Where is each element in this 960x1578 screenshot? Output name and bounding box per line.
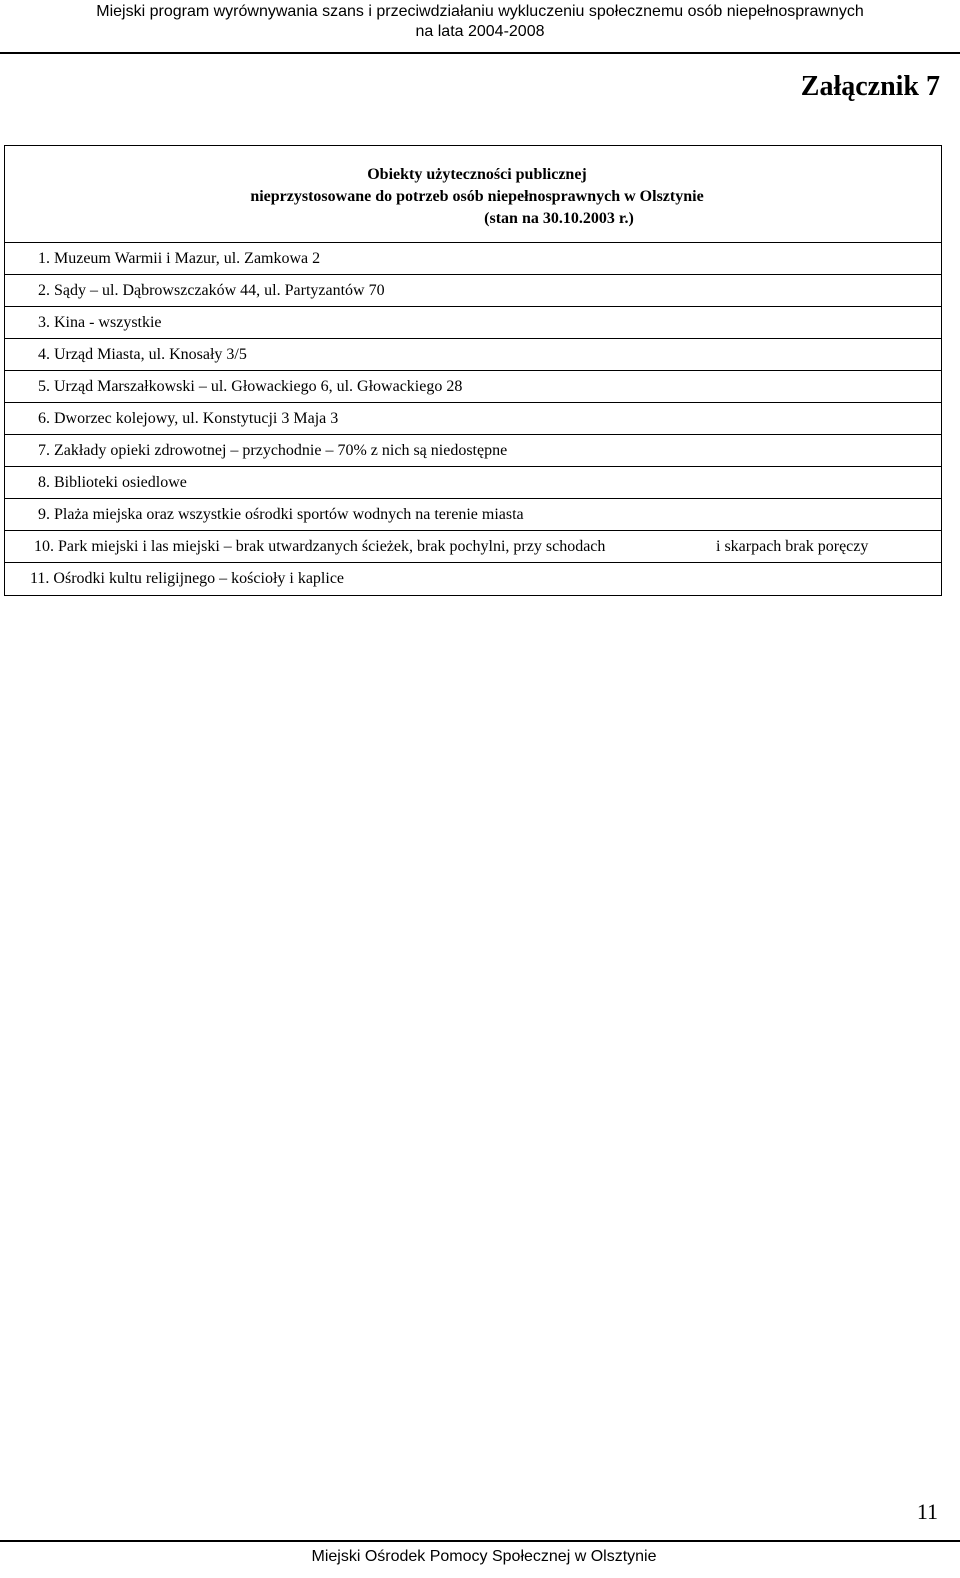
row-text: 7. Zakłady opieki zdrowotnej – przychodnie – 70% z nich są niedostępne (38, 442, 508, 459)
table-heading-line-2: nieprzystosowane do potrzeb osób niepełnosprawnych w Olsztynie (250, 188, 704, 205)
header-program-title: Miejski program wyrównywania szans i przeciwdziałaniu wykluczeniu społecznemu osób niepełnosprawnych (96, 3, 864, 20)
row-text: 11. Ośrodki kultu religijnego – kościoły i kaplice (30, 570, 345, 587)
row-text: 3. Kina - wszystkie (38, 314, 162, 331)
table-row (5, 307, 941, 339)
table-row (5, 371, 941, 403)
table-heading (5, 146, 941, 243)
table-heading-line-1: Obiekty użyteczności publicznej (367, 166, 587, 183)
row-text: 1. Muzeum Warmii i Mazur, ul. Zamkowa 2 (38, 250, 321, 267)
table-row (5, 275, 941, 307)
page-header (0, 0, 960, 54)
row-text-tail: i skarpach brak poręczy (716, 538, 869, 555)
row-text: 10. Park miejski i las miejski – brak utwardzanych ścieżek, brak pochylni, przy schodach (34, 538, 606, 555)
page-footer: Miejski Ośrodek Pomocy Społecznej w Olsztynie (0, 1540, 960, 1578)
table-row (5, 243, 941, 275)
table-row (5, 467, 941, 499)
row-text: 2. Sądy – ul. Dąbrowszczaków 44, ul. Partyzantów 70 (38, 282, 385, 299)
row-text: 5. Urząd Marszałkowski – ul. Głowackiego 6, ul. Głowackiego 28 (38, 378, 463, 395)
page-number: 11 (916, 1499, 938, 1524)
table-row (5, 339, 941, 371)
annex-title: Załącznik 7 (800, 71, 940, 102)
row-text: 6. Dworzec kolejowy, ul. Konstytucji 3 Maja 3 (38, 410, 339, 427)
table-row (5, 403, 941, 435)
row-text: 4. Urząd Miasta, ul. Knosały 3/5 (38, 346, 247, 363)
header-program-years: na lata 2004-2008 (415, 23, 545, 40)
facilities-table (4, 145, 942, 596)
row-text: 8. Biblioteki osiedlowe (38, 474, 187, 491)
table-row (5, 499, 941, 531)
table-row (5, 563, 941, 595)
row-text: 9. Plaża miejska oraz wszystkie ośrodki sportów wodnych na terenie miasta (38, 506, 524, 523)
table-heading-date: (stan na 30.10.2003 r.) (484, 210, 634, 227)
table-row (5, 435, 941, 467)
table-row (5, 531, 941, 563)
